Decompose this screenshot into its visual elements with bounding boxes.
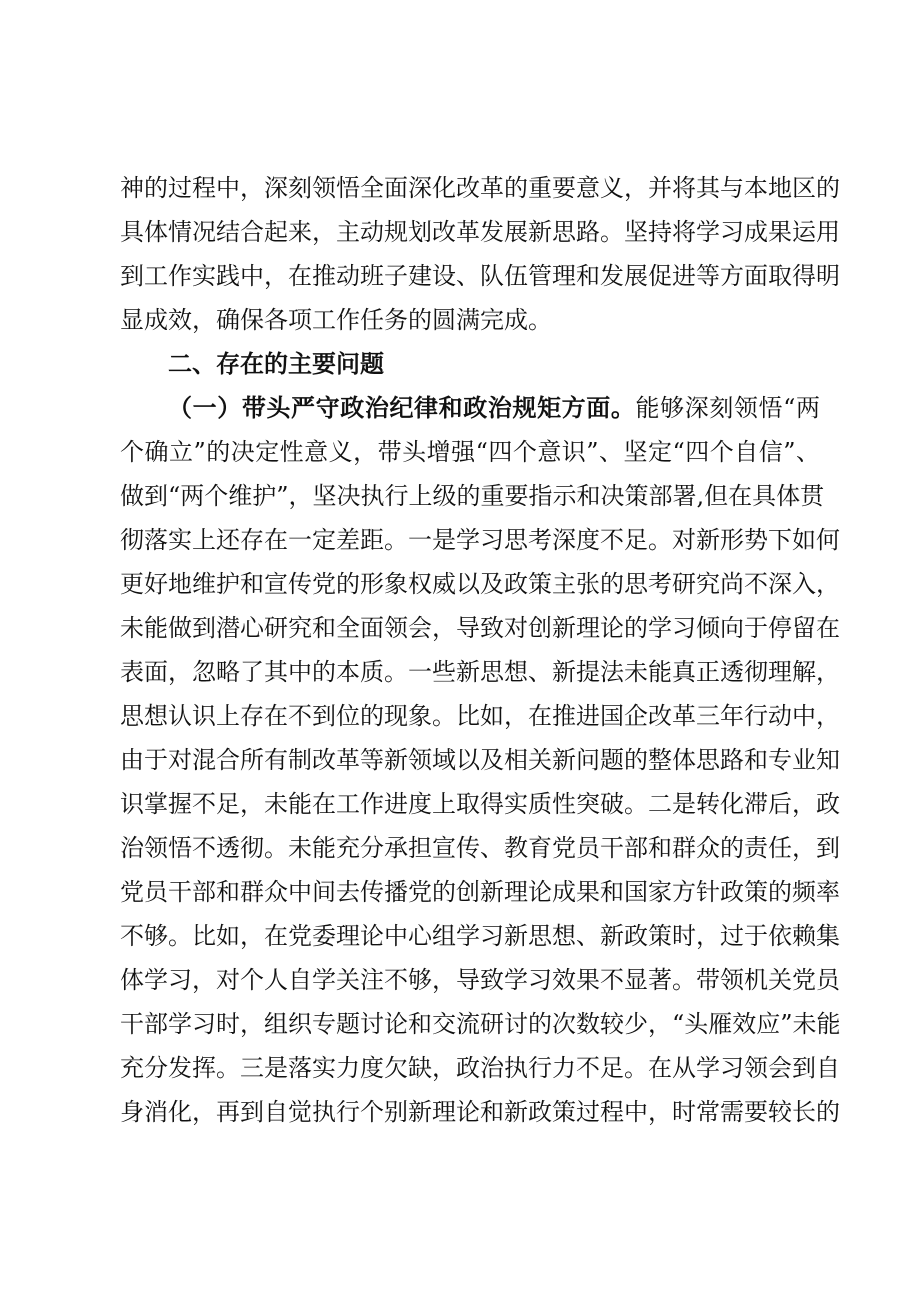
paragraph-line: 个确立”的决定性意义，带头增强“四个意识”、坚定“四个自信”、: [120, 438, 820, 466]
subsection-first-line: [168, 392, 820, 424]
paragraph-line: 思想认识上存在不到位的现象。比如，在推进国企改革三年行动中，: [120, 702, 840, 730]
paragraph-line: 充分发挥。三是落实力度欠缺，政治执行力不足。在从学习领会到自: [120, 1054, 840, 1082]
paragraph-line: 党员干部和群众中间去传播党的创新理论成果和国家方针政策的频率: [120, 878, 840, 906]
paragraph-line: 做到“两个维护”，坚决执行上级的重要指示和决策部署,但在具体贯: [120, 482, 825, 510]
paragraph-line: 彻落实上还存在一定差距。一是学习思考深度不足。对新形势下如何: [120, 526, 840, 554]
paragraph-line: 体学习，对个人自学关注不够，导致学习效果不显著。带领机关党员: [120, 966, 840, 994]
paragraph-line: 神的过程中，深刻领悟全面深化改革的重要意义，并将其与本地区的: [120, 174, 840, 202]
subsection-title: （一）带头严守政治纪律和政治规矩方面。: [168, 393, 636, 422]
paragraph-line: 表面，忽略了其中的本质。一些新思想、新提法未能真正透彻理解，: [120, 658, 840, 686]
paragraph-line: 身消化，再到自觉执行个别新理论和新政策过程中，时常需要较长的: [120, 1098, 840, 1126]
paragraph-line: 干部学习时，组织专题讨论和交流研讨的次数较少，“头雁效应”未能: [120, 1010, 841, 1038]
subsection-first-line-text: 能够深刻领悟“两: [635, 394, 821, 422]
paragraph-line: 由于对混合所有制改革等新领域以及相关新问题的整体思路和专业知: [120, 746, 840, 774]
paragraph-line: 不够。比如，在党委理论中心组学习新思想、新政策时，过于依赖集: [120, 922, 840, 950]
section-heading: 二、存在的主要问题: [168, 349, 384, 378]
paragraph-line: 治领悟不透彻。未能充分承担宣传、教育党员干部和群众的责任，到: [120, 834, 840, 862]
paragraph-line: 识掌握不足，未能在工作进度上取得实质性突破。二是转化滞后，政: [120, 790, 840, 818]
paragraph-line: 具体情况结合起来，主动规划改革发展新思路。坚持将学习成果运用: [120, 218, 840, 246]
paragraph-line: 更好地维护和宣传党的形象权威以及政策主张的思考研究尚不深入，: [120, 570, 840, 598]
paragraph-line: 未能做到潜心研究和全面领会，导致对创新理论的学习倾向于停留在: [120, 614, 840, 642]
paragraph-line: 显成效，确保各项工作任务的圆满完成。: [120, 306, 552, 334]
paragraph-line: 到工作实践中，在推动班子建设、队伍管理和发展促进等方面取得明: [120, 262, 840, 290]
